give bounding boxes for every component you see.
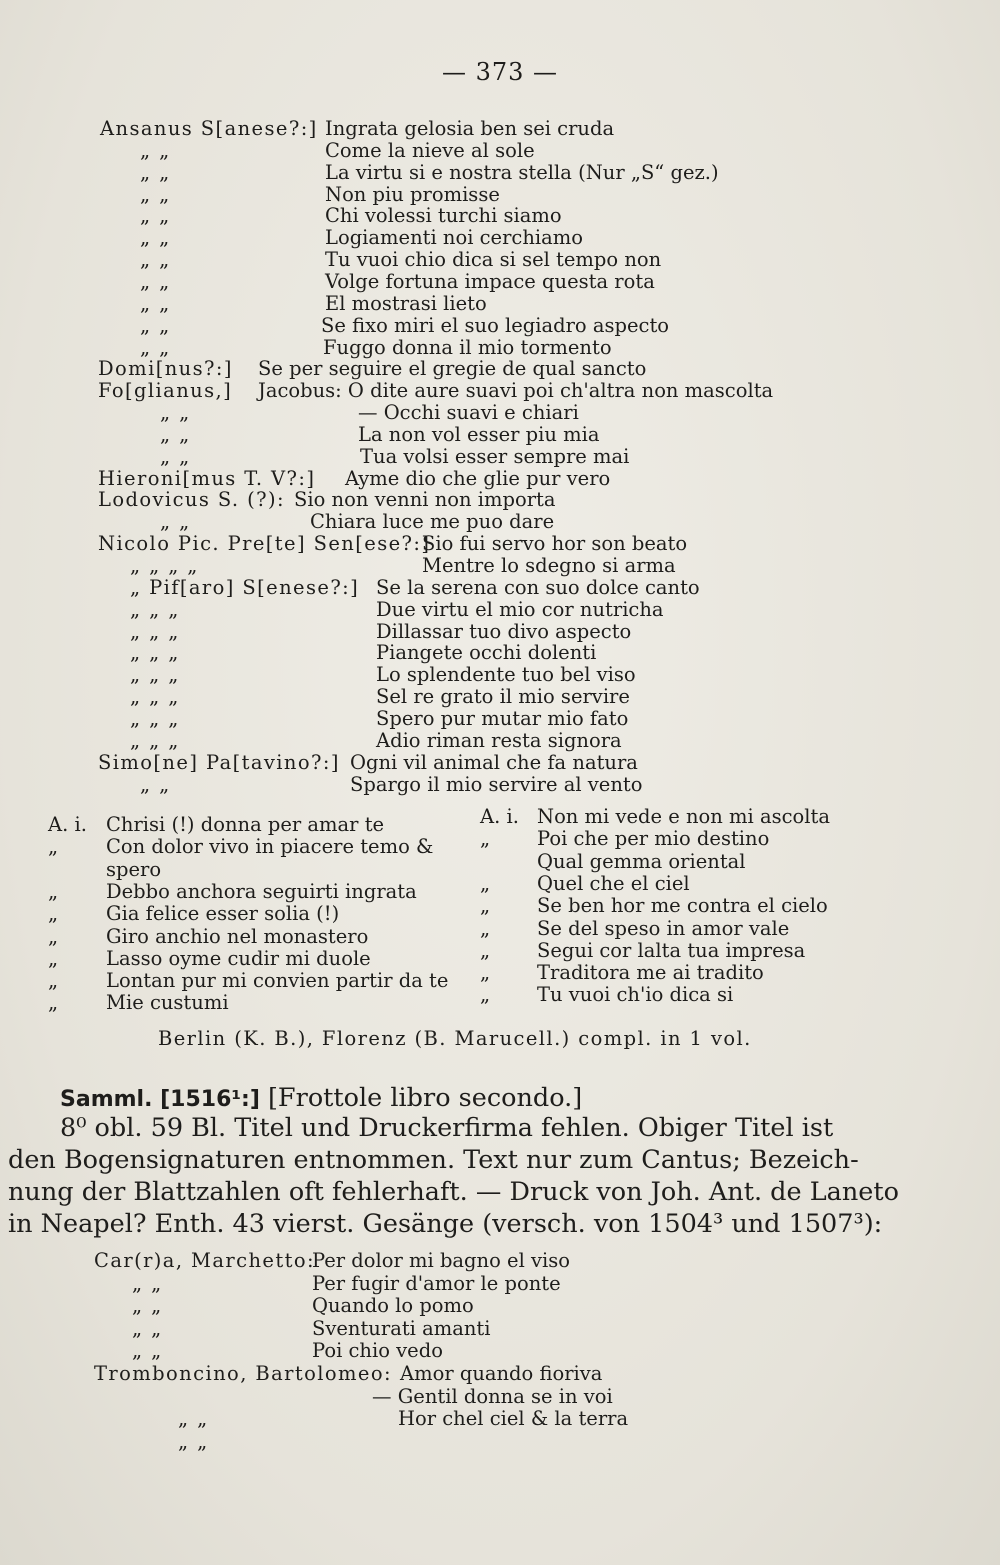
composer-name: „ „	[140, 138, 171, 162]
song-title: Tu vuoi chio dica si sel tempo non	[325, 248, 662, 272]
song-title: Hor chel ciel & la terra	[398, 1407, 629, 1431]
song-title: Segui cor lalta tua impresa	[537, 938, 806, 962]
attribution-mark: „	[48, 835, 59, 859]
attribution-mark: „	[480, 916, 491, 940]
collection-title: [Frottole libro secondo.]	[267, 1083, 583, 1113]
song-title: Sio fui servo hor son beato	[422, 532, 688, 556]
song-title: Spero pur mutar mio fato	[376, 706, 629, 730]
attribution-mark: „	[480, 894, 491, 918]
attribution-mark: „	[480, 961, 491, 985]
composer-name: „ „	[132, 1339, 163, 1363]
song-title: Poi che per mio destino	[537, 827, 770, 851]
composer-name: Nicolo Pic. Pre[te] Sen[ese?:]	[98, 532, 431, 556]
song-title: Logiamenti noi cerchiamo	[325, 226, 583, 250]
composer-name: „ „ „	[130, 706, 180, 730]
song-title: Se per seguire el gregie de qual sancto	[258, 357, 647, 381]
song-title: Lontan pur mi convien partir da te	[106, 969, 449, 993]
song-title: Adio riman resta signora	[376, 728, 622, 752]
song-title: Lo splendente tuo bel viso	[376, 663, 636, 687]
song-title: — Occhi suavi e chiari	[358, 401, 579, 425]
composer-name: „ „	[178, 1407, 209, 1431]
song-title: Sel re grato il mio servire	[376, 685, 630, 709]
composer-name: „ „	[160, 444, 191, 468]
song-title: Spargo il mio servire al vento	[350, 772, 643, 796]
description-line-1: 8⁰ obl. 59 Bl. Titel und Druckerfirma fehlen. Obiger Titel ist	[60, 1113, 834, 1143]
composer-name: „ „	[160, 510, 191, 534]
library-holdings: Berlin (K. B.), Florenz (B. Marucell.) compl. in 1 vol.	[158, 1027, 752, 1050]
attribution-mark: „	[48, 924, 59, 948]
samml-label: Samml. [1516¹:]	[60, 1087, 260, 1112]
song-title: Quel che el ciel	[537, 871, 690, 895]
attribution-mark: „	[480, 827, 491, 851]
song-title: Se del speso in amor vale	[537, 916, 790, 940]
composer-name: Hieroni[mus T. V?:]	[98, 466, 316, 490]
description-line-4: in Neapel? Enth. 43 vierst. Gesänge (versch. von 1504³ und 1507³):	[8, 1209, 883, 1239]
composer-name: „ „	[140, 182, 171, 206]
song-title: Giro anchio nel monastero	[106, 924, 369, 948]
song-title: Chiara luce me puo dare	[310, 510, 555, 534]
song-title: Dillassar tuo divo aspecto	[376, 619, 632, 643]
song-title: Come la nieve al sole	[325, 138, 535, 162]
attribution-mark: „	[48, 902, 59, 926]
composer-name: Lodovicus S. (?):	[98, 488, 285, 512]
song-title: Per dolor mi bagno el viso	[312, 1249, 571, 1272]
song-title: Due virtu el mio cor nutricha	[376, 597, 664, 621]
attribution-mark: A. i.	[48, 813, 87, 836]
song-title: Tua volsi esser sempre mai	[360, 444, 630, 468]
composer-name: „ „ „ „	[130, 554, 199, 577]
composer-name: „ „ „	[130, 597, 180, 621]
song-title: Poi chio vedo	[312, 1339, 443, 1363]
song-title: Quando lo pomo	[312, 1294, 474, 1318]
attribution-mark: „	[48, 879, 59, 903]
song-title: Qual gemma oriental	[537, 849, 746, 873]
song-title: Piangete occhi dolenti	[376, 641, 597, 665]
song-title: Jacobus: O dite aure suavi poi ch'altra non mascolta	[258, 379, 774, 403]
page-number: — 373 —	[441, 58, 559, 86]
composer-name: Tromboncino, Bartolomeo:	[94, 1362, 392, 1385]
song-title: Per fugir d'amor le ponte	[312, 1271, 561, 1295]
composer-name: „ „	[140, 248, 171, 272]
composer-name: „ „	[140, 204, 171, 228]
song-title: Amor quando fioriva	[400, 1362, 603, 1385]
composer-name: „ „	[140, 160, 171, 184]
composer-name: Fo[glianus,]	[98, 379, 233, 403]
composer-name: Simo[ne] Pa[tavino?:]	[98, 750, 340, 774]
song-title: Chrisi (!) donna per amar te	[106, 813, 385, 836]
composer-name: Ansanus S[anese?:]	[100, 117, 318, 140]
song-title: Mie custumi	[106, 991, 229, 1015]
attribution-mark: „	[48, 946, 59, 970]
composer-name: „ „	[178, 1429, 209, 1453]
song-title: Ingrata gelosia ben sei cruda	[325, 117, 615, 140]
song-title: Non piu promisse	[325, 182, 500, 206]
composer-name: „ „	[140, 313, 171, 337]
song-title: La virtu si e nostra stella (Nur „S“ gez.)	[325, 160, 719, 184]
attribution-mark: „	[480, 871, 491, 895]
composer-name: „ „	[132, 1294, 163, 1318]
attribution-mark: „	[480, 983, 491, 1007]
song-title: Gia felice esser solia (!)	[106, 902, 340, 926]
composer-name: „ „ „	[130, 663, 180, 687]
composer-name: „ „ „	[130, 619, 180, 643]
composer-name: „ „ „	[130, 685, 180, 709]
song-title: Non mi vede e non mi ascolta	[537, 805, 830, 828]
composer-name: „ „	[132, 1271, 163, 1295]
description-line-2: den Bogensignaturen entnommen. Text nur zum Cantus; Bezeich-	[8, 1145, 859, 1175]
composer-name: „ „	[140, 291, 171, 315]
attribution-mark: „	[48, 991, 59, 1015]
description-line-3: nung der Blattzahlen oft fehlerhaft. — Druck von Joh. Ant. de Laneto	[8, 1177, 899, 1207]
song-title: El mostrasi lieto	[325, 291, 487, 315]
composer-name: „ „	[140, 226, 171, 250]
song-title: Sventurati amanti	[312, 1316, 491, 1340]
song-title: Ogni vil animal che fa natura	[350, 750, 638, 774]
song-title: Volge fortuna impace questa rota	[325, 269, 655, 293]
attribution-mark: „	[480, 938, 491, 962]
song-title: spero	[106, 857, 162, 881]
composer-name: Car(r)a, Marchetto:	[94, 1249, 315, 1272]
song-title: Mentre lo sdegno si arma	[422, 554, 676, 577]
composer-name: „ „ „	[130, 728, 180, 752]
composer-name: „ „	[160, 401, 191, 425]
song-title: Se ben hor me contra el cielo	[537, 894, 828, 918]
composer-name: „ „	[160, 422, 191, 446]
attribution-mark: A. i.	[480, 805, 519, 828]
song-title: Chi volessi turchi siamo	[325, 204, 562, 228]
collection-heading	[60, 1083, 582, 1115]
song-title: — Gentil donna se in voi	[372, 1384, 613, 1408]
song-title: Lasso oyme cudir mi duole	[106, 946, 371, 970]
song-title: Se fixo miri el suo legiadro aspecto	[321, 313, 670, 337]
song-title: Con dolor vivo in piacere temo &	[106, 835, 434, 859]
song-title: Traditora me ai tradito	[537, 961, 764, 985]
composer-name: „ „	[140, 772, 171, 796]
composer-name: „ „	[140, 335, 171, 359]
composer-name: „ „	[132, 1316, 163, 1340]
composer-name: Domi[nus?:]	[98, 357, 233, 381]
composer-name: „ „ „	[130, 641, 180, 665]
song-title: Se la serena con suo dolce canto	[376, 575, 700, 599]
song-title: La non vol esser piu mia	[358, 422, 600, 446]
song-title: Sio non venni non importa	[294, 488, 556, 512]
song-title: Ayme dio che glie pur vero	[345, 466, 611, 490]
song-title: Tu vuoi ch'io dica si	[537, 983, 734, 1007]
composer-name: „ Pif[aro] S[enese?:]	[130, 575, 360, 599]
composer-name: „ „	[140, 269, 171, 293]
attribution-mark: „	[48, 969, 59, 993]
song-title: Fuggo donna il mio tormento	[323, 335, 612, 359]
song-title: Debbo anchora seguirti ingrata	[106, 879, 417, 903]
